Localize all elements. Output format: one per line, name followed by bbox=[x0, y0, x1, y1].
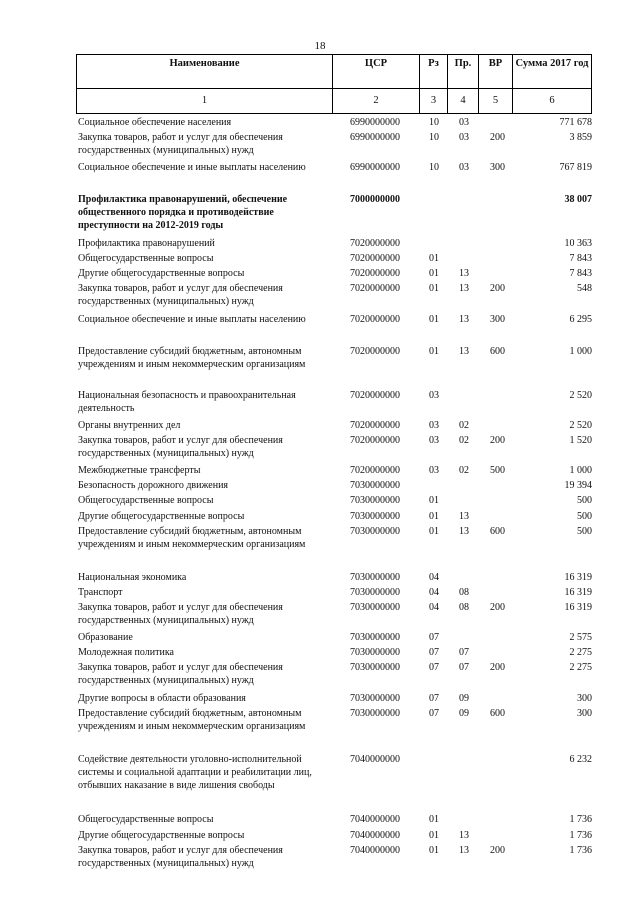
row-vr: 200 bbox=[490, 602, 505, 613]
row-sum: 7 843 bbox=[569, 268, 592, 279]
row-rz: 01 bbox=[429, 830, 439, 841]
row-pr: 03 bbox=[459, 162, 469, 173]
row-sum: 1 000 bbox=[569, 346, 592, 357]
row-sum: 300 bbox=[577, 708, 592, 719]
row-csr: 7030000000 bbox=[350, 587, 400, 598]
row-name: Транспорт bbox=[78, 587, 123, 598]
row-sum: 548 bbox=[577, 283, 592, 294]
row-name: Другие вопросы в области образования bbox=[78, 693, 246, 704]
row-sum: 1 520 bbox=[569, 435, 592, 446]
header-vr: ВР bbox=[488, 58, 503, 69]
col-number-3: 3 bbox=[430, 95, 437, 106]
row-csr: 7030000000 bbox=[350, 693, 400, 704]
row-pr: 07 bbox=[459, 662, 469, 673]
row-sum: 500 bbox=[577, 495, 592, 506]
row-vr: 600 bbox=[490, 526, 505, 537]
row-sum: 500 bbox=[577, 526, 592, 537]
row-csr: 7020000000 bbox=[350, 238, 400, 249]
col-number-2: 2 bbox=[373, 95, 379, 106]
row-rz: 01 bbox=[429, 845, 439, 856]
row-csr: 7020000000 bbox=[350, 253, 400, 264]
row-sum: 2 275 bbox=[569, 647, 592, 658]
row-sum: 1 736 bbox=[569, 845, 592, 856]
row-name: Молодежная политика bbox=[78, 647, 174, 658]
row-name: Закупка товаров, работ и услуг для обеспечения государственных (муниципальных) нужд bbox=[78, 602, 283, 626]
row-csr: 7020000000 bbox=[350, 465, 400, 476]
row-csr: 7030000000 bbox=[350, 602, 400, 613]
row-pr: 13 bbox=[459, 845, 469, 856]
row-vr: 500 bbox=[490, 465, 505, 476]
row-csr: 7020000000 bbox=[350, 268, 400, 279]
row-name: Национальная безопасность и правоохранительная деятельность bbox=[78, 390, 296, 414]
row-rz: 04 bbox=[429, 602, 439, 613]
row-pr: 13 bbox=[459, 346, 469, 357]
row-rz: 03 bbox=[429, 465, 439, 476]
row-rz: 01 bbox=[429, 268, 439, 279]
row-rz: 03 bbox=[429, 420, 439, 431]
row-csr: 7000000000 bbox=[350, 194, 400, 205]
row-csr: 7030000000 bbox=[350, 708, 400, 719]
row-pr: 08 bbox=[459, 602, 469, 613]
row-name: Предоставление субсидий бюджетным, автономным учреждениям и иным некоммерческим организациям bbox=[78, 708, 306, 732]
row-csr: 6990000000 bbox=[350, 117, 400, 128]
row-rz: 01 bbox=[429, 495, 439, 506]
row-sum: 2 520 bbox=[569, 420, 592, 431]
row-sum: 10 363 bbox=[564, 238, 592, 249]
row-name: Другие общегосударственные вопросы bbox=[78, 511, 245, 522]
row-csr: 7030000000 bbox=[350, 632, 400, 643]
row-rz: 07 bbox=[429, 693, 439, 704]
header-csr: ЦСР bbox=[364, 58, 388, 69]
row-rz: 03 bbox=[429, 435, 439, 446]
row-csr: 7030000000 bbox=[350, 572, 400, 583]
row-sum: 2 520 bbox=[569, 390, 592, 401]
row-rz: 01 bbox=[429, 814, 439, 825]
row-name: Общегосударственные вопросы bbox=[78, 495, 214, 506]
row-name: Профилактика правонарушений, обеспечение общественного порядка и противодействие преступности на 2012-2019 годы bbox=[78, 194, 288, 231]
row-vr: 300 bbox=[490, 314, 505, 325]
row-rz: 01 bbox=[429, 253, 439, 264]
row-name: Безопасность дорожного движения bbox=[78, 480, 229, 491]
row-name: Предоставление субсидий бюджетным, автономным учреждениям и иным некоммерческим организациям bbox=[78, 346, 306, 370]
row-sum: 19 394 bbox=[564, 480, 592, 491]
row-vr: 200 bbox=[490, 132, 505, 143]
header-pr: Пр. bbox=[454, 58, 472, 69]
row-name: Органы внутренних дел bbox=[78, 420, 181, 431]
row-pr: 03 bbox=[459, 132, 469, 143]
row-pr: 13 bbox=[459, 511, 469, 522]
row-rz: 04 bbox=[429, 587, 439, 598]
col-number-5: 5 bbox=[492, 95, 499, 106]
row-rz: 07 bbox=[429, 662, 439, 673]
row-csr: 7040000000 bbox=[350, 830, 400, 841]
row-sum: 2 275 bbox=[569, 662, 592, 673]
row-sum: 1 000 bbox=[569, 465, 592, 476]
row-name: Другие общегосударственные вопросы bbox=[78, 268, 245, 279]
row-vr: 300 bbox=[490, 162, 505, 173]
row-pr: 03 bbox=[459, 117, 469, 128]
row-vr: 200 bbox=[490, 283, 505, 294]
row-rz: 01 bbox=[429, 283, 439, 294]
row-csr: 7040000000 bbox=[350, 845, 400, 856]
row-pr: 02 bbox=[459, 435, 469, 446]
row-csr: 7020000000 bbox=[350, 390, 400, 401]
row-pr: 13 bbox=[459, 830, 469, 841]
col-number-1: 1 bbox=[201, 95, 208, 106]
row-sum: 2 575 bbox=[569, 632, 592, 643]
row-name: Общегосударственные вопросы bbox=[78, 253, 214, 264]
row-sum: 16 319 bbox=[564, 602, 592, 613]
row-sum: 1 736 bbox=[569, 814, 592, 825]
row-csr: 7030000000 bbox=[350, 495, 400, 506]
row-rz: 03 bbox=[429, 390, 439, 401]
row-vr: 200 bbox=[490, 845, 505, 856]
row-name: Национальная экономика bbox=[78, 572, 187, 583]
row-sum: 767 819 bbox=[559, 162, 592, 173]
row-sum: 500 bbox=[577, 511, 592, 522]
row-pr: 13 bbox=[459, 268, 469, 279]
header-name: Наименование bbox=[169, 58, 240, 69]
row-pr: 09 bbox=[459, 708, 469, 719]
row-name: Закупка товаров, работ и услуг для обеспечения государственных (муниципальных) нужд bbox=[78, 435, 283, 459]
row-name: Профилактика правонарушений bbox=[78, 238, 215, 249]
row-csr: 7030000000 bbox=[350, 662, 400, 673]
row-name: Предоставление субсидий бюджетным, автономным учреждениям и иным некоммерческим организациям bbox=[78, 526, 306, 550]
row-name: Содействие деятельности уголовно-исполнительной системы и социальной адаптации и реабилитации лиц, отбывших наказание в виде лишения свободы bbox=[78, 754, 312, 791]
row-name: Межбюджетные трансферты bbox=[78, 465, 201, 476]
col-number-6: 6 bbox=[549, 95, 555, 106]
row-csr: 7040000000 bbox=[350, 814, 400, 825]
row-sum: 1 736 bbox=[569, 830, 592, 841]
row-pr: 13 bbox=[459, 314, 469, 325]
row-rz: 04 bbox=[429, 572, 439, 583]
row-sum: 38 007 bbox=[564, 194, 592, 205]
row-csr: 7030000000 bbox=[350, 526, 400, 537]
row-rz: 07 bbox=[429, 647, 439, 658]
row-vr: 600 bbox=[490, 708, 505, 719]
row-rz: 01 bbox=[429, 346, 439, 357]
row-csr: 6990000000 bbox=[350, 132, 400, 143]
row-rz: 10 bbox=[429, 132, 439, 143]
row-name: Закупка товаров, работ и услуг для обеспечения государственных (муниципальных) нужд bbox=[78, 662, 283, 686]
row-csr: 7030000000 bbox=[350, 647, 400, 658]
row-pr: 02 bbox=[459, 465, 469, 476]
row-sum: 300 bbox=[577, 693, 592, 704]
row-name: Закупка товаров, работ и услуг для обеспечения государственных (муниципальных) нужд bbox=[78, 845, 283, 869]
row-rz: 01 bbox=[429, 526, 439, 537]
row-csr: 7020000000 bbox=[350, 346, 400, 357]
header-rz: Рз bbox=[428, 58, 439, 69]
row-sum: 7 843 bbox=[569, 253, 592, 264]
row-name: Социальное обеспечение и иные выплаты населению bbox=[78, 314, 306, 325]
page-number: 18 bbox=[314, 40, 326, 52]
row-rz: 10 bbox=[429, 162, 439, 173]
row-name: Закупка товаров, работ и услуг для обеспечения государственных (муниципальных) нужд bbox=[78, 283, 283, 307]
row-name: Социальное обеспечение и иные выплаты населению bbox=[78, 162, 306, 173]
row-rz: 10 bbox=[429, 117, 439, 128]
row-sum: 771 678 bbox=[559, 117, 592, 128]
row-csr: 7020000000 bbox=[350, 435, 400, 446]
row-rz: 01 bbox=[429, 511, 439, 522]
row-pr: 13 bbox=[459, 526, 469, 537]
row-name: Другие общегосударственные вопросы bbox=[78, 830, 245, 841]
row-pr: 07 bbox=[459, 647, 469, 658]
row-csr: 7030000000 bbox=[350, 511, 400, 522]
row-sum: 16 319 bbox=[564, 572, 592, 583]
row-sum: 6 295 bbox=[569, 314, 592, 325]
row-name: Закупка товаров, работ и услуг для обеспечения государственных (муниципальных) нужд bbox=[78, 132, 283, 156]
row-name: Общегосударственные вопросы bbox=[78, 814, 214, 825]
row-sum: 3 859 bbox=[569, 132, 592, 143]
row-csr: 7020000000 bbox=[350, 283, 400, 294]
row-csr: 7020000000 bbox=[350, 420, 400, 431]
row-sum: 16 319 bbox=[564, 587, 592, 598]
row-pr: 09 bbox=[459, 693, 469, 704]
row-vr: 200 bbox=[490, 662, 505, 673]
col-number-4: 4 bbox=[460, 95, 466, 106]
row-vr: 600 bbox=[490, 346, 505, 357]
row-csr: 7040000000 bbox=[350, 754, 400, 765]
row-pr: 02 bbox=[459, 420, 469, 431]
row-sum: 6 232 bbox=[569, 754, 592, 765]
row-pr: 08 bbox=[459, 587, 469, 598]
row-name: Социальное обеспечение населения bbox=[78, 117, 232, 128]
row-csr: 7030000000 bbox=[350, 480, 400, 491]
row-pr: 13 bbox=[459, 283, 469, 294]
row-vr: 200 bbox=[490, 435, 505, 446]
row-rz: 01 bbox=[429, 314, 439, 325]
row-csr: 6990000000 bbox=[350, 162, 400, 173]
row-rz: 07 bbox=[429, 632, 439, 643]
row-name: Образование bbox=[78, 632, 133, 643]
header-sum: Сумма 2017 год bbox=[515, 58, 589, 69]
row-rz: 07 bbox=[429, 708, 439, 719]
row-csr: 7020000000 bbox=[350, 314, 400, 325]
